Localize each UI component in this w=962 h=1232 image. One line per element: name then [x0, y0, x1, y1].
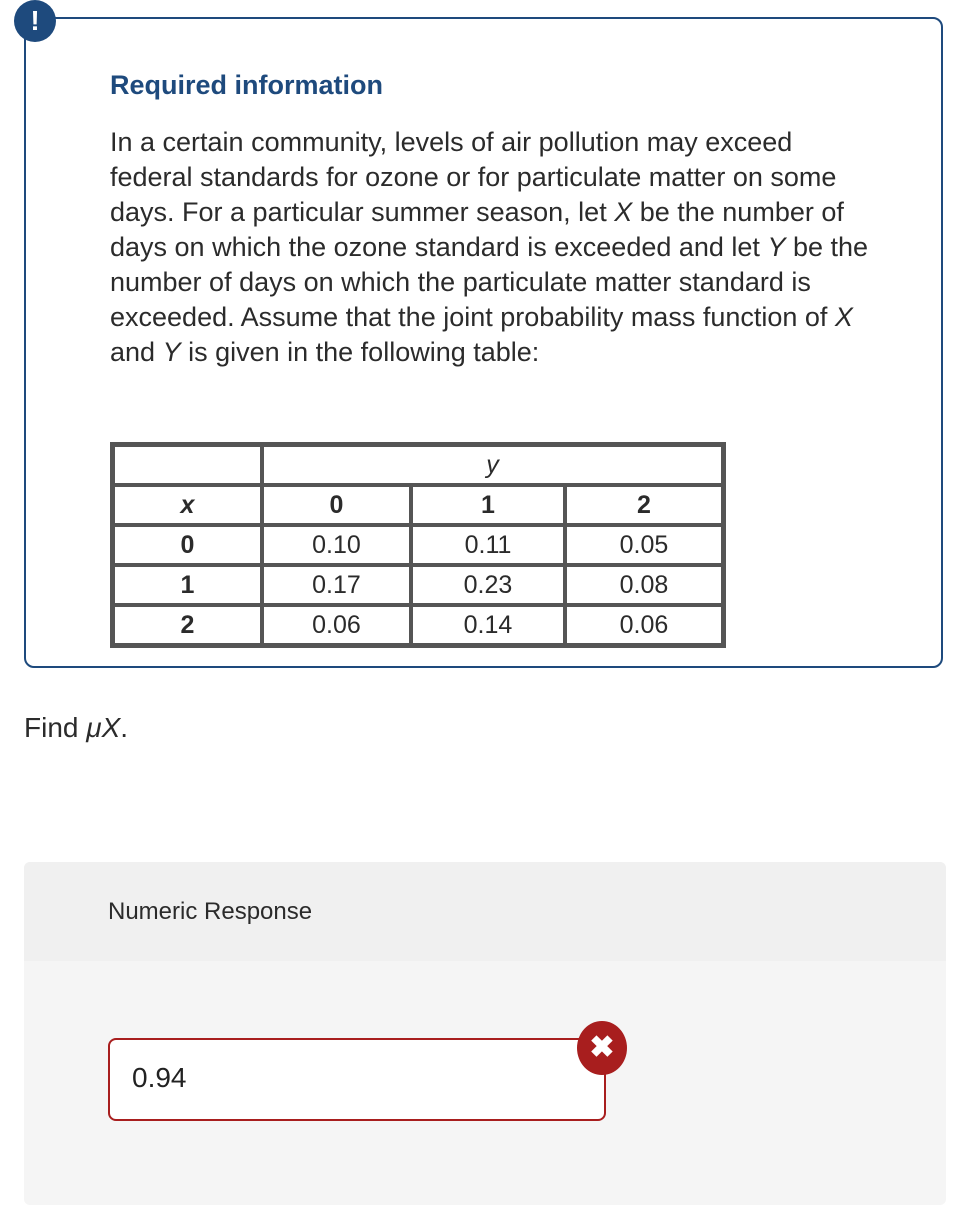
- table-cell: 0.17: [262, 565, 411, 605]
- table-cell: 0.06: [565, 605, 723, 645]
- response-panel: [24, 862, 946, 1205]
- table-cell: 0.11: [411, 525, 565, 565]
- table-cell: 0.14: [411, 605, 565, 645]
- empty-cell: [113, 445, 262, 485]
- table-cell: 0.23: [411, 565, 565, 605]
- col-header: 1: [411, 485, 565, 525]
- question-text: Find μX.: [24, 712, 129, 743]
- row-header: 2: [113, 605, 262, 645]
- table-row: [113, 445, 723, 485]
- table-cell: 0.06: [262, 605, 411, 645]
- table-row: [113, 485, 723, 525]
- table-cell: 0.05: [565, 525, 723, 565]
- row-header: 1: [113, 565, 262, 605]
- row-header: 0: [113, 525, 262, 565]
- joint-pmf-table: [110, 442, 726, 648]
- x-header: x: [113, 485, 262, 525]
- table-row: [113, 525, 723, 565]
- info-text: In a certain community, levels of air pollution may exceed federal standards for ozone or for particulate matter on some days. For a particular summer season, let X be the number of days on which the ozone standard is exceeded and let Y be the number of days on which the particulate matter standard is exceeded. Assume that the joint probability mass function of X and Y is given in the following table:: [110, 127, 869, 367]
- table-row: [113, 565, 723, 605]
- table-cell: 0.08: [565, 565, 723, 605]
- answer-input[interactable]: 0.94: [108, 1038, 606, 1121]
- table-row: [113, 605, 723, 645]
- incorrect-icon: ✖: [577, 1021, 627, 1075]
- y-group-header: y: [262, 445, 723, 485]
- response-label: Numeric Response: [108, 898, 313, 925]
- alert-icon: !: [14, 0, 56, 42]
- info-title: Required information: [110, 70, 384, 100]
- col-header: 0: [262, 485, 411, 525]
- col-header: 2: [565, 485, 723, 525]
- table-cell: 0.10: [262, 525, 411, 565]
- response-header: [24, 862, 946, 961]
